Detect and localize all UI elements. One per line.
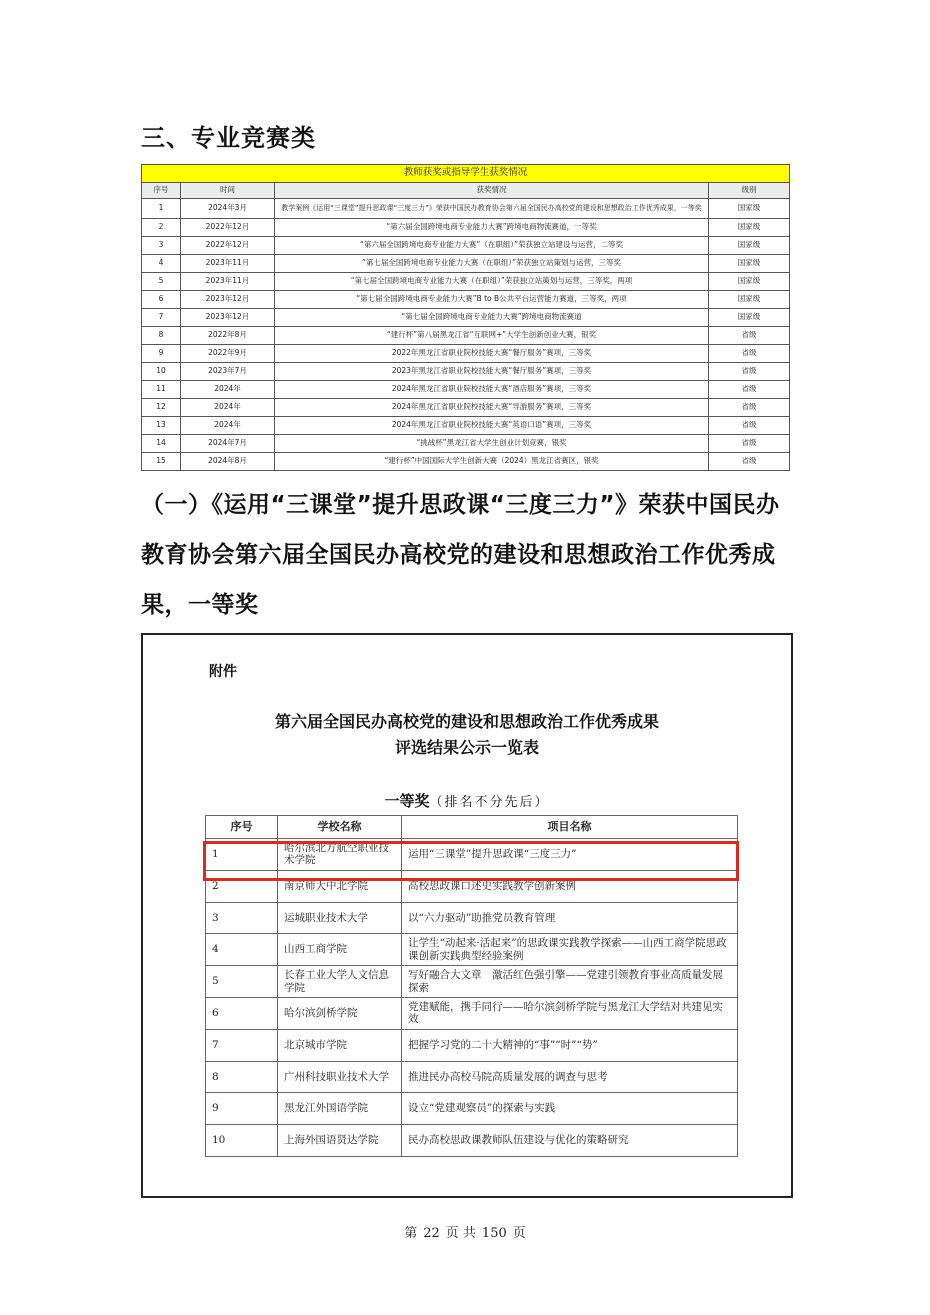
row-no: 15: [142, 453, 181, 471]
row-no: 12: [142, 399, 181, 417]
row-date: 2023年7月: [181, 363, 275, 381]
row-date: 2024年: [181, 399, 275, 417]
row-date: 2024年: [181, 417, 275, 435]
row-level: 国家级: [709, 291, 790, 309]
table-row: [142, 417, 790, 435]
row-date: 2023年12月: [181, 309, 275, 327]
row-no: 7: [142, 309, 181, 327]
results-header-school: 学校名称: [278, 816, 402, 839]
table-row: [142, 381, 790, 399]
table-row: [142, 291, 790, 309]
prize-label: 一等奖: [384, 792, 430, 810]
attachment-image: [141, 633, 793, 1198]
result-school: 山西工商学院: [278, 934, 402, 966]
footer-prefix: 第: [404, 1226, 418, 1241]
results-header-project: 项目名称: [402, 816, 738, 839]
row-no: 13: [142, 417, 181, 435]
table-row: [142, 237, 790, 255]
row-level: 国家级: [709, 219, 790, 237]
table-row: [142, 363, 790, 381]
result-project: 高校思政课口述史实践教学创新案例: [402, 870, 738, 902]
table-row: [142, 327, 790, 345]
row-description: “建行杯”中国国际大学生创新大赛（2024）黑龙江省赛区，银奖: [275, 453, 709, 471]
result-school: 运城职业技术大学: [278, 902, 402, 934]
table-row: [142, 219, 790, 237]
row-no: 6: [142, 291, 181, 309]
table-row: [206, 839, 738, 871]
result-school: 黑龙江外国语学院: [278, 1093, 402, 1125]
row-description: “第七届全国跨境电商专业能力大赛”跨境电商物流赛道: [275, 309, 709, 327]
section-heading: 三、专业竞赛类: [141, 124, 316, 152]
footer-mid: 页 共: [445, 1226, 476, 1241]
row-date: 2023年12月: [181, 291, 275, 309]
table-row: [206, 870, 738, 902]
subheading: （一）《运用“三课堂”提升思政课“三度三力”》荣获中国民办教育协会第六届全国民办高校党的建设和思想政治工作优秀成果，一等奖: [141, 492, 780, 618]
row-description: “第六届全国跨境电商专业能力大赛”跨境电商物流赛道，一等奖: [275, 219, 709, 237]
row-no: 1: [142, 199, 181, 219]
result-school: 南京师大中北学院: [278, 870, 402, 902]
table-row: [142, 399, 790, 417]
result-no: 4: [206, 934, 278, 966]
table-row: [142, 345, 790, 363]
row-date: 2022年12月: [181, 219, 275, 237]
attachment-label: 附件: [209, 664, 237, 680]
row-level: 国家级: [709, 309, 790, 327]
result-school: 长春工业大学人文信息学院: [278, 966, 402, 998]
table-row: [142, 309, 790, 327]
result-school: 哈尔滨北方航空职业技术学院: [278, 839, 402, 871]
result-school: 北京城市学院: [278, 1029, 402, 1061]
result-no: 7: [206, 1029, 278, 1061]
result-project: 推进民办高校马院高质量发展的调查与思考: [402, 1061, 738, 1093]
row-date: 2022年12月: [181, 237, 275, 255]
result-school: 上海外国语贤达学院: [278, 1125, 402, 1157]
row-no: 10: [142, 363, 181, 381]
row-description: 教学案例《运用“三课堂”提升思政课“三度三力”》荣获中国民办教育协会第六届全国民办高校党的建设和思想政治工作优秀成果，一等奖: [275, 199, 709, 219]
table-row: [206, 1093, 738, 1125]
row-description: “第七届全国跨境电商专业能力大赛（在职组）”荣获独立站策划与运营，三等奖，两项: [275, 273, 709, 291]
result-project: 让学生“动起来·活起来”的思政课实践教学探索——山西工商学院思政课创新实践典型经验案例: [402, 934, 738, 966]
awards-banner: 教师获奖或指导学生获奖情况: [142, 165, 790, 183]
result-no: 2: [206, 870, 278, 902]
row-date: 2023年11月: [181, 255, 275, 273]
row-no: 9: [142, 345, 181, 363]
row-date: 2024年3月: [181, 199, 275, 219]
row-description: “第七届全国跨境电商专业能力大赛”B to B公共平台运营能力赛道，三等奖，两项: [275, 291, 709, 309]
row-level: 省级: [709, 345, 790, 363]
row-date: 2024年: [181, 381, 275, 399]
table-row: [142, 255, 790, 273]
prize-heading: [143, 790, 791, 811]
row-level: 省级: [709, 435, 790, 453]
table-row: [142, 273, 790, 291]
result-no: 6: [206, 997, 278, 1029]
row-no: 3: [142, 237, 181, 255]
result-project: 运用“三课堂”提升思政课“三度三力”: [402, 839, 738, 871]
row-level: 省级: [709, 327, 790, 345]
row-level: 省级: [709, 381, 790, 399]
prize-note: （排名不分先后）: [429, 795, 550, 810]
row-description: 2023年黑龙江省职业院校技能大赛“餐厅服务”赛项，三等奖: [275, 363, 709, 381]
result-no: 8: [206, 1061, 278, 1093]
row-date: 2024年7月: [181, 435, 275, 453]
footer-page-number: 22: [423, 1226, 440, 1241]
header-date: 时间: [181, 183, 275, 199]
row-no: 4: [142, 255, 181, 273]
row-description: “第六届全国跨境电商专业能力大赛”（在职组）”荣获独立站建设与运营，二等奖: [275, 237, 709, 255]
row-level: 省级: [709, 453, 790, 471]
row-level: 国家级: [709, 273, 790, 291]
result-project: 党建赋能，携手同行——哈尔滨剑桥学院与黑龙江大学结对共建见实效: [402, 997, 738, 1029]
row-description: “挑战杯”黑龙江省大学生创业计划竞赛，银奖: [275, 435, 709, 453]
row-date: 2022年8月: [181, 327, 275, 345]
row-level: 国家级: [709, 237, 790, 255]
row-date: 2023年11月: [181, 273, 275, 291]
page-footer: [0, 1222, 930, 1241]
result-no: 3: [206, 902, 278, 934]
result-project: 民办高校思政课教师队伍建设与优化的策略研究: [402, 1125, 738, 1157]
row-no: 8: [142, 327, 181, 345]
awards-table: [141, 164, 790, 471]
header-no: 序号: [142, 183, 181, 199]
row-description: 2022年黑龙江省职业院校技能大赛“餐厅服务”赛项，三等奖: [275, 345, 709, 363]
row-level: 国家级: [709, 255, 790, 273]
table-row: [142, 199, 790, 219]
row-no: 5: [142, 273, 181, 291]
results-header-no: 序号: [206, 816, 278, 839]
attachment-subtitle: 评选结果公示一览表: [394, 738, 539, 757]
row-description: “建行杯”第八届黑龙江省“互联网+”大学生创新创业大赛，银奖: [275, 327, 709, 345]
row-level: 省级: [709, 417, 790, 435]
table-row: [142, 435, 790, 453]
row-description: 2024年黑龙江省职业院校技能大赛“英语口语”赛项，三等奖: [275, 417, 709, 435]
result-no: 9: [206, 1093, 278, 1125]
result-no: 5: [206, 966, 278, 998]
result-no: 1: [206, 839, 278, 871]
row-level: 省级: [709, 399, 790, 417]
result-project: 把握学习党的二十大精神的“事”“时”“势”: [402, 1029, 738, 1061]
results-table: [205, 815, 738, 1157]
result-school: 哈尔滨剑桥学院: [278, 997, 402, 1029]
header-level: 级别: [709, 183, 790, 199]
table-row: [206, 966, 738, 998]
table-row: [206, 1125, 738, 1157]
attachment-title: 第六届全国民办高校党的建设和思想政治工作优秀成果: [274, 712, 659, 731]
row-description: 2024年黑龙江省职业院校技能大赛“导游服务”赛项，三等奖: [275, 399, 709, 417]
table-row: [206, 902, 738, 934]
table-row: [206, 997, 738, 1029]
result-school: 广州科技职业技术大学: [278, 1061, 402, 1093]
table-row: [206, 1061, 738, 1093]
result-no: 10: [206, 1125, 278, 1157]
footer-total: 150: [481, 1226, 507, 1241]
row-date: 2024年8月: [181, 453, 275, 471]
table-row: [206, 934, 738, 966]
row-no: 11: [142, 381, 181, 399]
result-project: 设立“党建观察员”的探索与实践: [402, 1093, 738, 1125]
row-no: 14: [142, 435, 181, 453]
footer-suffix: 页: [512, 1226, 526, 1241]
row-description: 2024年黑龙江省职业院校技能大赛“酒店服务”赛项，三等奖: [275, 381, 709, 399]
table-row: [206, 1029, 738, 1061]
row-level: 国家级: [709, 199, 790, 219]
row-level: 省级: [709, 363, 790, 381]
result-project: 写好融合大文章 激活红色强引擎——党建引领教育事业高质量发展探索: [402, 966, 738, 998]
result-project: 以“六力驱动”助推党员教育管理: [402, 902, 738, 934]
row-date: 2022年9月: [181, 345, 275, 363]
row-description: “第七届全国跨境电商专业能力大赛（在职组）”荣获独立站策划与运营，三等奖: [275, 255, 709, 273]
table-row: [142, 453, 790, 471]
header-description: 获奖情况: [275, 183, 709, 199]
row-no: 2: [142, 219, 181, 237]
